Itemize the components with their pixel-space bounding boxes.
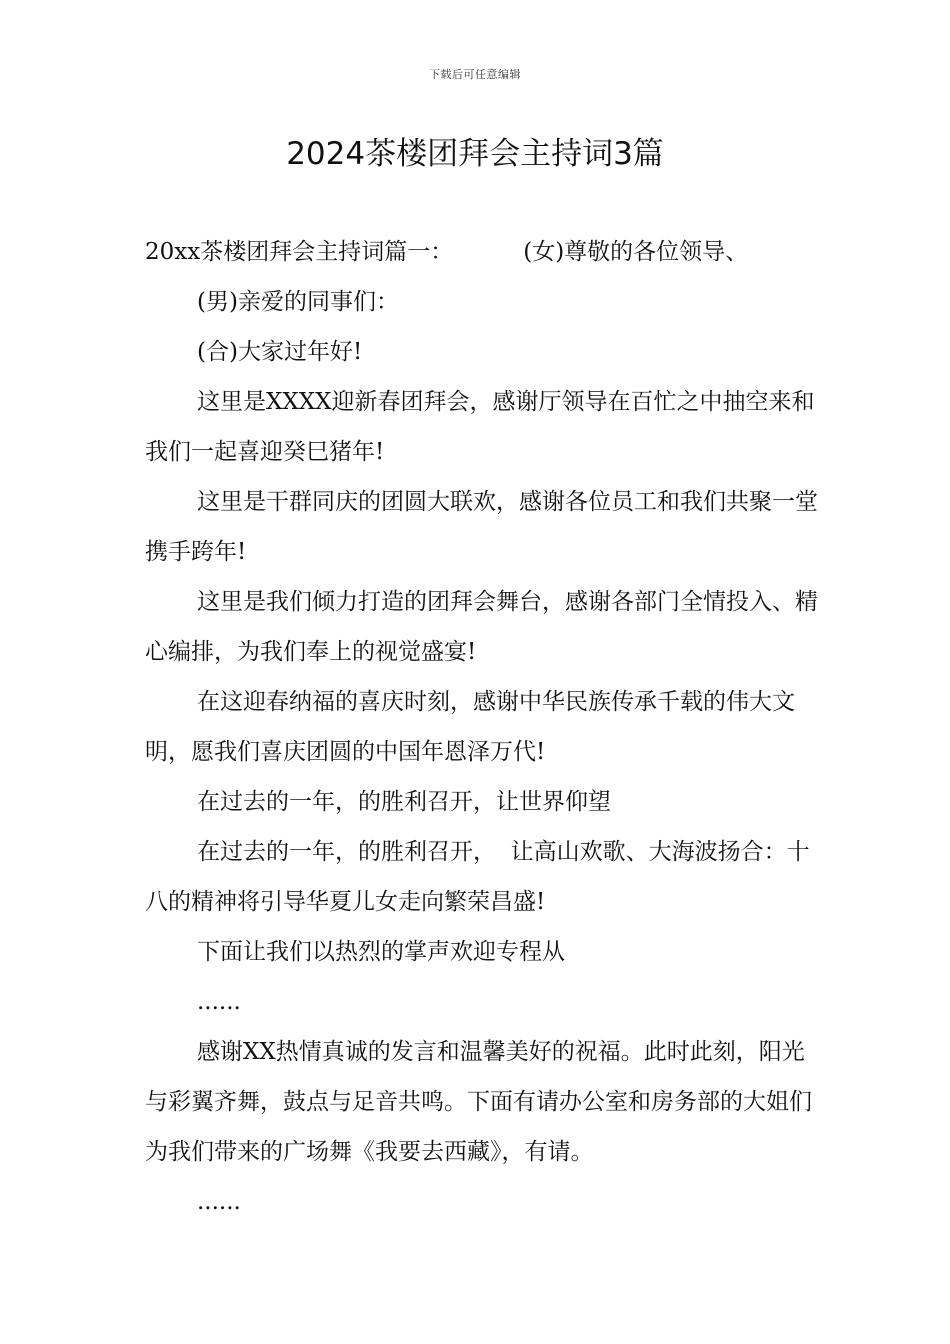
document-body	[145, 227, 820, 1227]
first-line	[145, 227, 820, 277]
ellipsis-1: ......	[197, 989, 241, 1015]
page-header-note: 下载后可任意编辑	[429, 68, 521, 81]
first-line-left: 20xx茶楼团拜会主持词篇一：	[145, 239, 454, 265]
paragraph-10: 感谢XX热情真诚的发言和温馨美好的祝福。此时此刻，阳光与彩翼齐舞，鼓点与足音共鸣。下面有请办公室和房务部的大姐们为我们带来的广场舞《我要去西藏》，有请。	[145, 1039, 812, 1165]
paragraph-4: 这里是干群同庆的团圆大联欢，感谢各位员工和我们共聚一堂携手跨年!	[145, 489, 818, 565]
paragraph-7: 在过去的一年，的胜利召开，让世界仰望	[197, 789, 611, 815]
document-title: 2024茶楼团拜会主持词3篇	[286, 136, 664, 172]
first-line-right: (女)尊敬的各位领导、	[523, 239, 749, 265]
paragraph-9: 下面让我们以热烈的掌声欢迎专程从	[197, 939, 565, 965]
paragraph-5: 这里是我们倾力打造的团拜会舞台，感谢各部门全情投入、精心编排，为我们奉上的视觉盛宴!	[145, 589, 818, 665]
paragraph-3: 这里是XXXX迎新春团拜会，感谢厅领导在百忙之中抽空来和我们一起喜迎癸巳猪年!	[145, 389, 815, 465]
ellipsis-2: ......	[197, 1189, 241, 1215]
paragraph-6: 在这迎春纳福的喜庆时刻，感谢中华民族传承千载的伟大文明，愿我们喜庆团圆的中国年恩泽万代!	[145, 689, 795, 765]
paragraph-2: (合)大家过年好!	[197, 339, 363, 365]
paragraph-8: 在过去的一年，的胜利召开， 让高山欢歌、大海波扬合：十八的精神将引导华夏儿女走向繁荣昌盛!	[145, 839, 810, 915]
paragraph-1: (男)亲爱的同事们：	[197, 289, 399, 315]
